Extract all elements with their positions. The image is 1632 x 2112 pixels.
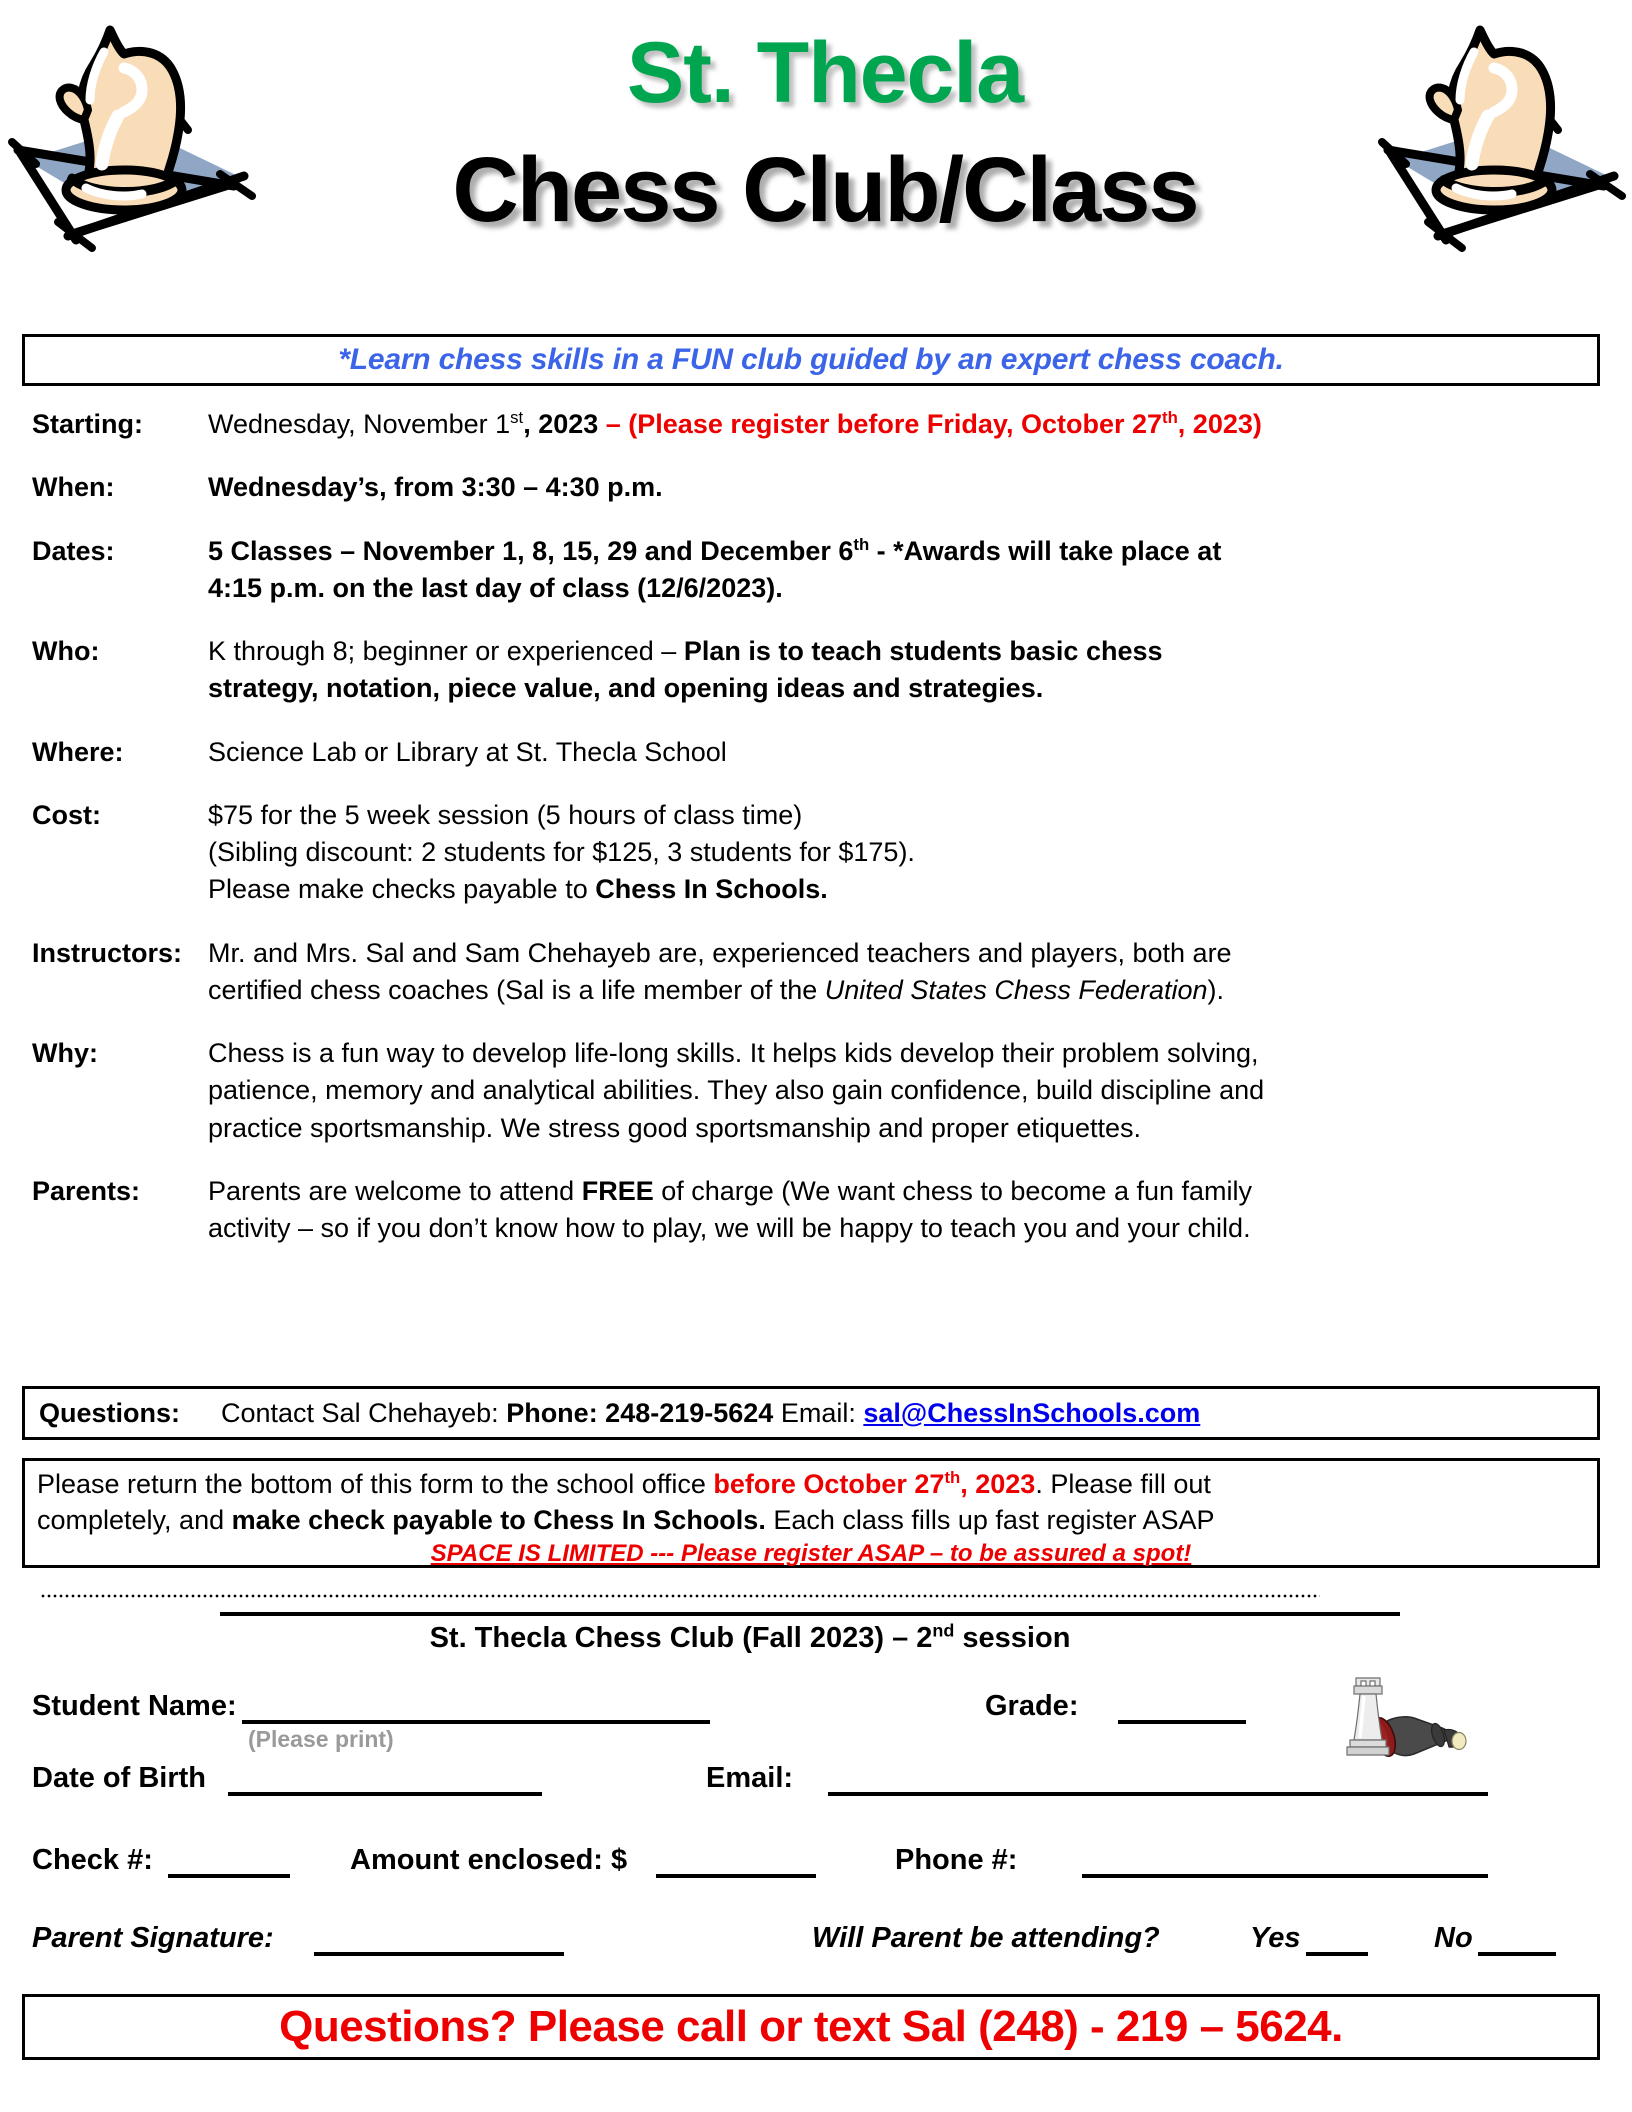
label-cost: Cost: [32,799,101,830]
value-why [208,1035,1568,1147]
starting-date: Wednesday, November 1 [208,409,511,439]
info-row-when [0,469,1632,506]
starting-year: , 2023 [523,409,606,439]
value-cost [208,797,1568,909]
phone-number-input[interactable] [1082,1844,1488,1878]
form-session-title [0,1622,1500,1655]
starting-register-note: – (Please register before Friday, October 27 [605,409,1162,439]
instructors-federation: United States Chess Federation [824,974,1208,1005]
bottom-call-banner [22,1994,1600,2060]
session-title-b: session [954,1622,1071,1654]
title-block [390,25,1260,241]
amount-enclosed-input[interactable] [656,1844,816,1878]
tagline-text: *Learn chess skills in a FUN club guided by an expert chess coach. [338,343,1284,376]
return-1a: Please return the bottom of this form to the school office [37,1469,714,1499]
dates-ordinal: th [853,534,870,554]
info-row-starting [0,406,1632,443]
instructors-line2-a: certified chess coaches (Sal is a life member of the [208,974,825,1005]
parent-attending-question: Will Parent be attending? [812,1922,1160,1954]
starting-ordinal: st [510,408,524,427]
questions-value [221,1398,1200,1429]
value-starting [208,406,1568,443]
student-name-input[interactable] [242,1690,710,1724]
value-parents [208,1173,1568,1248]
value-where: Science Lab or Library at St. Thecla School [208,736,727,767]
return-1b: . Please fill out [1035,1469,1211,1499]
label-when: When: [32,472,115,503]
return-line-1 [37,1467,1585,1503]
value-when: Wednesday’s, from 3:30 – 4:30 p.m. [208,472,663,503]
chess-knight-on-board-icon [1376,8,1626,258]
form-top-rule [220,1612,1400,1616]
why-line2: patience, memory and analytical abilities. They also gain confidence, build discipline and [208,1075,1265,1106]
info-row-where [0,734,1632,771]
who-line2: strategy, notation, piece value, and opening ideas and strategies. [208,673,1044,704]
session-title-a: St. Thecla Chess Club (Fall 2023) – 2 [429,1622,933,1654]
contact-phone: Phone: 248-219-5624 [506,1397,774,1428]
return-2b: Each class fills up fast register ASAP [765,1504,1215,1535]
instructors-line1: Mr. and Mrs. Sal and Sam Chehayeb are, experienced teachers and players, both are [208,937,1232,968]
session-ordinal: nd [932,1620,955,1641]
info-row-cost [0,797,1632,909]
label-where: Where: [32,736,124,767]
contact-email-link[interactable]: sal@ChessInSchools.com [863,1397,1201,1428]
starting-note-end: , 2023) [1177,409,1262,439]
label-dates: Dates: [32,535,115,566]
cost-line1: $75 for the 5 week session (5 hours of class time) [208,799,803,830]
info-row-instructors [0,935,1632,1010]
return-deadline: before October 27 [713,1469,945,1499]
dob-label: Date of Birth [32,1762,206,1794]
why-line1: Chess is a fun way to develop life-long skills. It helps kids develop their problem solving, [208,1038,1259,1068]
why-line3: practice sportsmanship. We stress good sportsmanship and proper etiquettes. [208,1112,1141,1143]
dates-line2: 4:15 p.m. on the last day of class (12/6/2023). [208,572,783,603]
cost-payee: Chess In Schools. [595,874,828,905]
info-row-why [0,1035,1632,1147]
attending-no-label: No [1434,1922,1473,1954]
attending-no-input[interactable] [1478,1922,1556,1956]
please-print-hint: (Please print) [248,1726,394,1752]
return-payee: make check payable to Chess In Schools. [231,1504,766,1535]
check-number-input[interactable] [168,1844,290,1878]
tagline-box [22,334,1600,386]
check-number-label: Check #: [32,1844,153,1876]
scissors-cut-dotted-line-icon [40,1594,1320,1598]
dob-input[interactable] [228,1762,542,1796]
parents-line1-a: Parents are welcome to attend [208,1175,582,1206]
return-deadline-ordinal: th [944,1468,961,1487]
starting-note-ordinal: th [1162,408,1178,427]
label-starting: Starting: [32,409,143,439]
cost-line2: (Sibling discount: 2 students for $125, 3 students for $175). [208,837,915,867]
phone-number-label: Phone #: [895,1844,1018,1876]
label-parents: Parents: [32,1175,141,1206]
chess-knight-on-board-icon [6,8,256,258]
attending-yes-input[interactable] [1306,1922,1368,1956]
chess-rook-and-fallen-piece-icon [1318,1670,1468,1800]
questions-label: Questions: [39,1397,181,1428]
email-label: Email: [706,1762,794,1794]
return-instructions-box [22,1458,1600,1568]
bottom-banner-text: Questions? Please call or text Sal (248) - 219 – 5624. [279,2002,1343,2051]
parent-signature-input[interactable] [314,1922,564,1956]
who-line1-plain: K through 8; beginner or experienced – [208,636,684,666]
return-deadline-year: , 2023 [960,1469,1036,1499]
grade-label: Grade: [985,1690,1079,1722]
label-why: Why: [32,1038,98,1068]
value-who [208,633,1568,708]
return-line-2 [37,1503,1585,1539]
info-row-dates [0,533,1632,608]
parents-line2: activity – so if you don’t know how to play, we will be happy to teach you and your child. [208,1213,1251,1243]
parent-signature-label: Parent Signature: [32,1922,274,1954]
info-row-parents [0,1173,1632,1248]
value-dates [208,533,1568,608]
value-instructors [208,935,1568,1010]
dates-line1-b: - *Awards will take place at [869,535,1222,566]
page-title-line1: St. Thecla [626,25,1024,121]
return-2a: completely, and [37,1504,232,1535]
header [0,0,1632,300]
parents-free: FREE [581,1175,654,1206]
email-prefix: Email: [773,1397,864,1428]
info-list [0,406,1632,1273]
contact-name: Contact Sal Chehayeb: [221,1397,507,1428]
space-limited-warning: SPACE IS LIMITED --- Please register ASAP – to be assured a spot! [430,1539,1192,1567]
info-row-who [0,633,1632,708]
label-who: Who: [32,636,100,666]
student-name-label: Student Name: [32,1690,237,1722]
attending-yes-label: Yes [1250,1922,1301,1954]
dates-line1-a: 5 Classes – November 1, 8, 15, 29 and December 6 [208,535,854,566]
label-instructors: Instructors: [32,937,183,968]
page-title-line2: Chess Club/Class [452,139,1198,241]
cost-line3-plain: Please make checks payable to [208,874,596,905]
who-line1-bold: Plan is to teach students basic chess [683,636,1163,666]
parents-line1-b: of charge (We want chess to become a fun family [653,1175,1253,1206]
questions-contact-box [22,1386,1600,1440]
instructors-line2-b: ). [1207,974,1224,1005]
amount-enclosed-label: Amount enclosed: $ [350,1844,628,1876]
grade-input[interactable] [1118,1690,1246,1724]
